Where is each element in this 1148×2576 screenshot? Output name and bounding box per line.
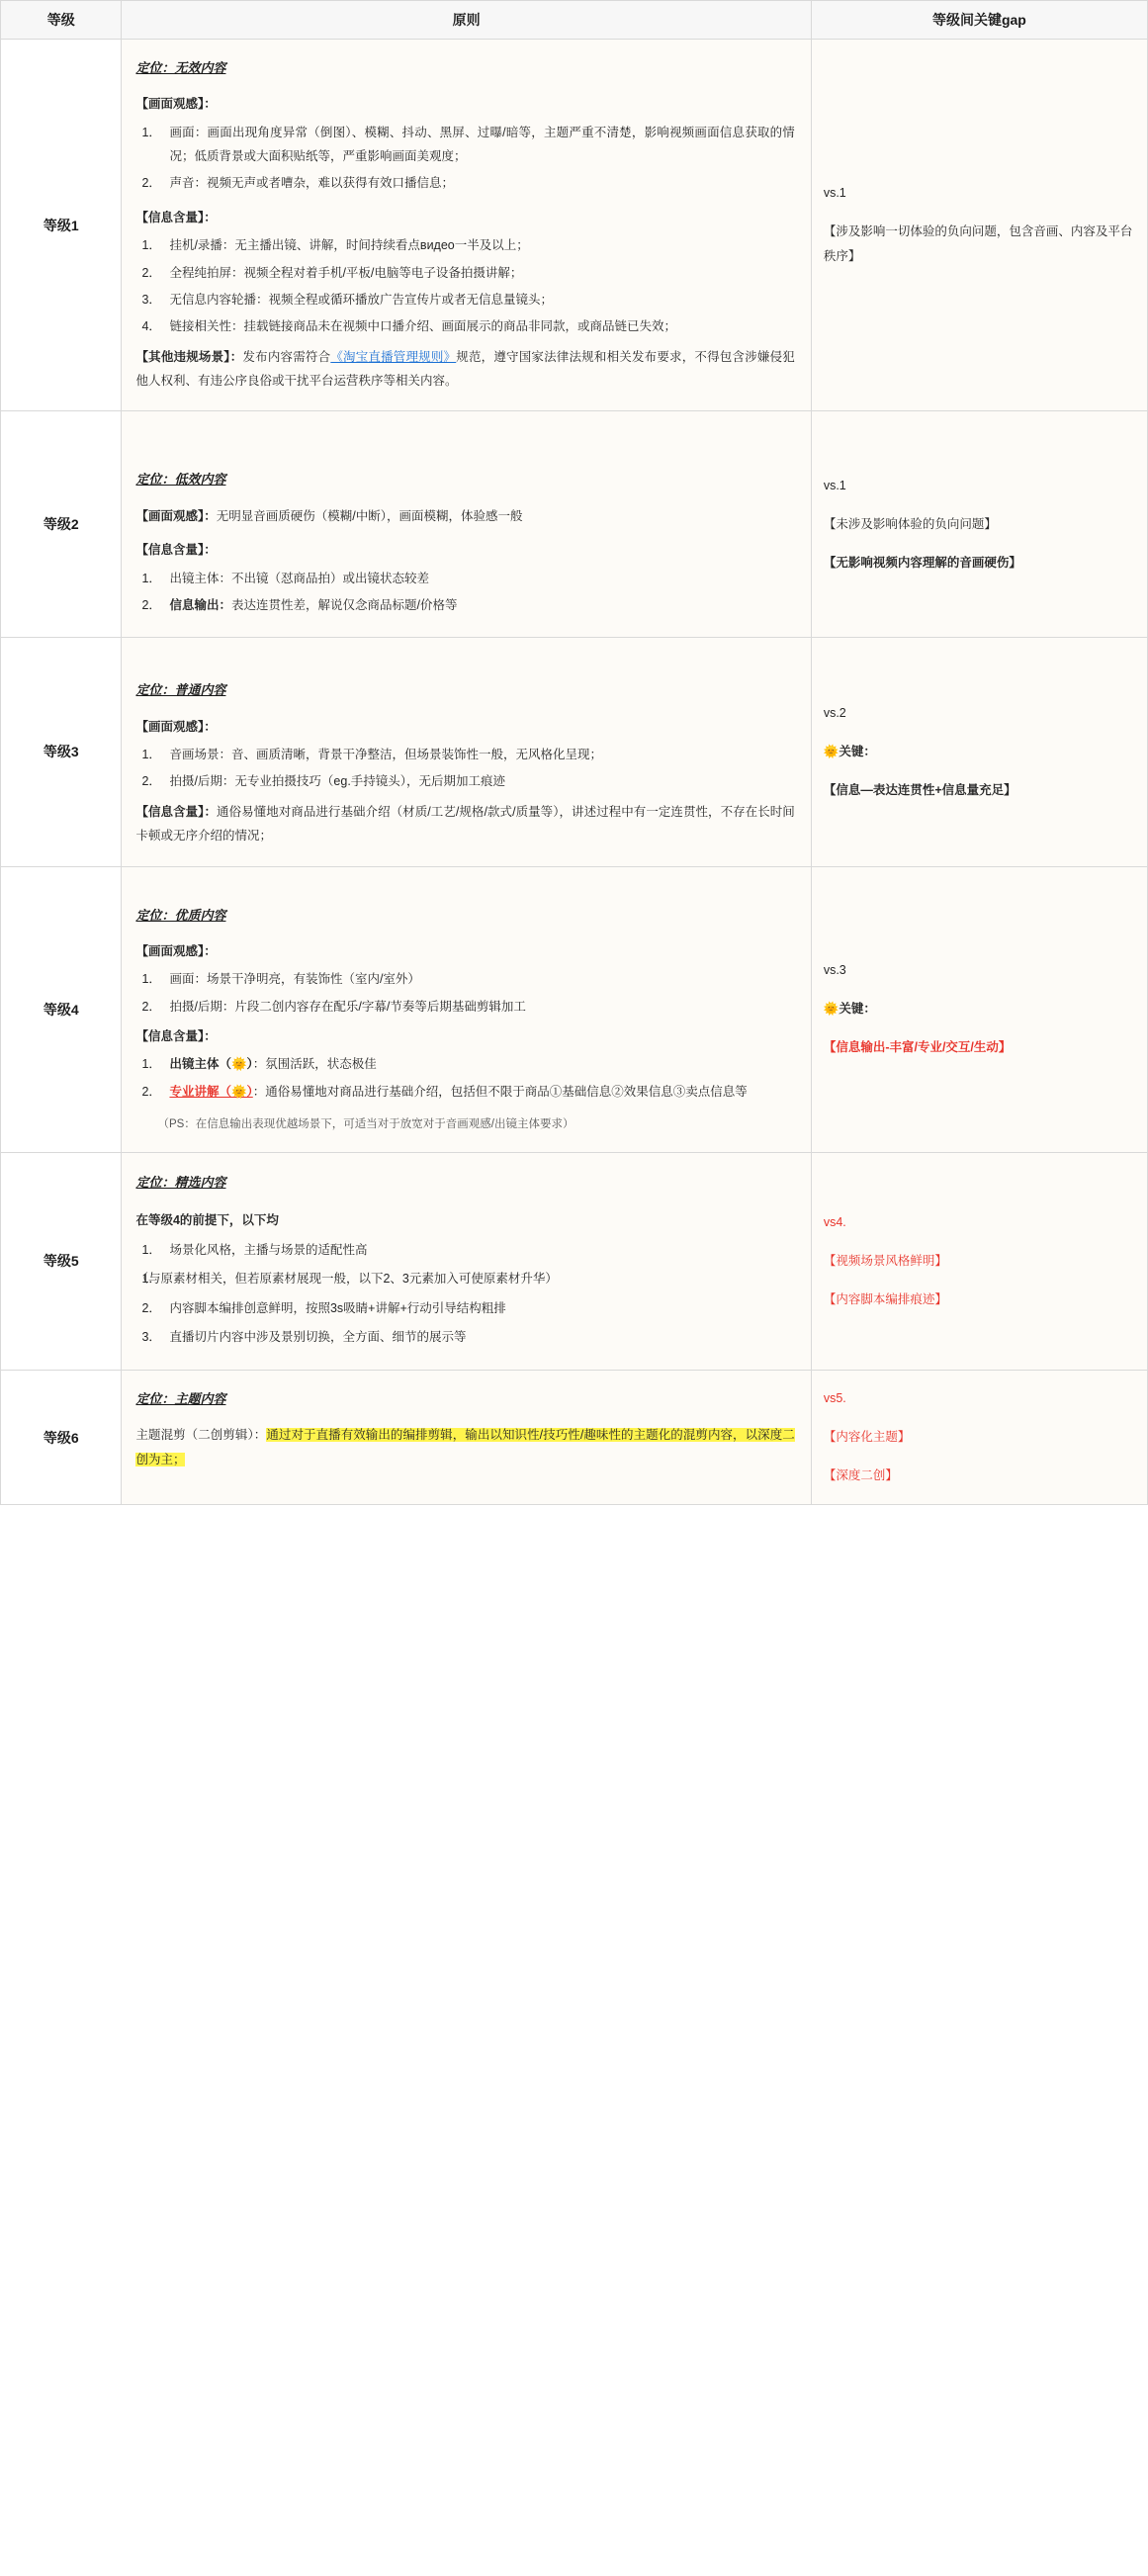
subject-text: ：氛围活跃，状态极佳 bbox=[252, 1057, 377, 1072]
gap-line: 【信息—表达连贯性+信息量充足】 bbox=[823, 782, 1016, 797]
theme-remix-label: 主题混剪（二创剪辑）： bbox=[135, 1428, 267, 1443]
other-violation-text-2: 规范，遵守国家法律法规和相关发布要求，不得包含涉嫌侵犯他人权利、有违公序良俗或干扰平台运营秩序等相关内容。 bbox=[135, 349, 795, 389]
info-para-3 bbox=[135, 800, 794, 848]
visual-text-2: 无明显音画质硬伤（模糊/中断），画面模糊，体验感一般 bbox=[216, 508, 523, 523]
section-visual-4: 【画面观感】： bbox=[135, 943, 217, 958]
gap-line: 【内容脚本编排痕迹】 bbox=[823, 1291, 947, 1306]
section-visual-2: 【画面观感】： bbox=[135, 508, 217, 523]
gap-line: 【内容化主题】 bbox=[823, 1430, 911, 1445]
positioning-3: 定位：普通内容 bbox=[135, 682, 226, 698]
list-item bbox=[135, 1052, 794, 1076]
positioning-1: 定位：无效内容 bbox=[135, 60, 226, 75]
list-item: 声音：视频无声或者嘈杂，难以获得有效口播信息； bbox=[169, 176, 454, 191]
list-item: 画面：场景干净明亮，有装饰性（室内/室外） bbox=[169, 972, 420, 987]
gap-key-label: 🌞关键： bbox=[823, 744, 876, 758]
table-row bbox=[1, 1152, 1148, 1371]
table-row bbox=[1, 1371, 1148, 1505]
section-info-4: 【信息含量】： bbox=[135, 1029, 217, 1043]
other-violation-label: 【其他违规场景】： bbox=[135, 349, 243, 364]
list-item: 全程纯拍屏：视频全程对着手机/平板/电脑等电子设备拍摄讲解； bbox=[169, 265, 523, 280]
gap-line: 【视频场景风格鲜明】 bbox=[823, 1253, 947, 1268]
gap-line: 【深度二创】 bbox=[823, 1468, 898, 1483]
principle-cell-3 bbox=[122, 638, 811, 866]
section-info-2: 【信息含量】： bbox=[135, 543, 217, 558]
taobao-live-rules-link[interactable]: 《淘宝直播管理规则》 bbox=[330, 349, 457, 364]
gap-cell-6 bbox=[811, 1371, 1147, 1505]
positioning-6: 定位：主题内容 bbox=[135, 1391, 226, 1407]
list-item: 拍摄/后期：片段二创内容存在配乐/字幕/节奏等后期基础剪辑加工 bbox=[169, 999, 526, 1014]
principle-cell-1 bbox=[122, 40, 811, 411]
gap-cell-3 bbox=[811, 638, 1147, 866]
header-principle: 原则 bbox=[122, 1, 811, 40]
gap-cell-2 bbox=[811, 411, 1147, 638]
list-item: 拍摄/后期：无专业拍摄技巧（eg.手持镜头），无后期加工痕迹 bbox=[169, 774, 506, 789]
list-item: 链接相关性：挂载链接商品未在视频中口播介绍、画面展示的商品非同款，或商品链已失效； bbox=[169, 319, 676, 334]
level-label-4: 等级4 bbox=[1, 866, 122, 1152]
list-item: 画面：画面出现角度异常（倒图）、模糊、抖动、黑屏、过曝/暗等，主题严重不清楚，影响视频画面信息获取的情况；低质背景或大面积贴纸等，严重影响画面美观度； bbox=[169, 125, 795, 164]
theme-remix-highlight: 通过对于直播有效输出的编排剪辑，输出以知识性/技巧性/趣味性的主题化的混剪内容，以深度二创为主； bbox=[135, 1428, 795, 1466]
table-row bbox=[1, 40, 1148, 411]
level-label-1: 等级1 bbox=[1, 40, 122, 411]
principle-cell-5 bbox=[122, 1152, 811, 1371]
list-item: 挂机/录播：无主播出镜、讲解，时间持续看点видео一半及以上； bbox=[169, 238, 529, 253]
table-body bbox=[1, 40, 1148, 1505]
gap-cell-4 bbox=[811, 866, 1147, 1152]
info-list-2 bbox=[135, 567, 794, 618]
positioning-5: 定位：精选内容 bbox=[135, 1174, 226, 1190]
other-violation-text-1: 发布内容需符合 bbox=[242, 349, 331, 364]
level-label-6: 等级6 bbox=[1, 1371, 122, 1505]
gap-line: 【信息输出-丰富/专业/交互/生动】 bbox=[823, 1040, 1012, 1055]
gap-key-label: 🌞关键： bbox=[823, 1002, 876, 1017]
list-item: 直播切片内容中涉及景别切换，全方面、细节的展示等 bbox=[169, 1329, 467, 1344]
list-item: 无信息内容轮播：视频全程或循环播放广告宣传片或者无信息量镜头； bbox=[169, 292, 553, 307]
section-info-3: 【信息含量】： bbox=[135, 804, 218, 819]
level-label-3: 等级3 bbox=[1, 638, 122, 866]
mid-note-5: （与原素材相关，但若原素材展现一般，以下2、3元素加入可使原素材升华） bbox=[135, 1272, 558, 1287]
table-header bbox=[1, 1, 1148, 40]
table-row bbox=[1, 866, 1148, 1152]
principle-cell-4 bbox=[122, 866, 811, 1152]
list-item: 音画场景：音、画质清晰，背景干净整洁，但场景装饰性一般，无风格化呈现； bbox=[169, 748, 602, 762]
info-list-1 bbox=[135, 233, 794, 339]
gap-line: 【涉及影响一切体验的负向问题，包含音画、内容及平台秩序】 bbox=[823, 224, 1133, 264]
professional-explain-text: ：通俗易懂地对商品进行基础介绍，包括但不限于商品①基础信息②效果信息③卖点信息等 bbox=[252, 1084, 748, 1099]
table-row bbox=[1, 638, 1148, 866]
visual-list-4 bbox=[135, 967, 794, 1019]
other-violation-para-1 bbox=[135, 345, 794, 394]
list-item: 信息输出：表达连贯性差，解说仅念商品标题/价格等 bbox=[169, 597, 458, 612]
section-visual-3: 【画面观感】： bbox=[135, 719, 217, 734]
visual-list-3 bbox=[135, 743, 794, 794]
gap-line: vs4. bbox=[823, 1214, 846, 1229]
info-text-3: 通俗易懂地对商品进行基础介绍（材质/工艺/规格/款式/质量等），讲述过程中有一定连贯性，不存在长时间卡顿或无序介绍的情况； bbox=[135, 804, 795, 844]
ps-note-4: （PS：在信息输出表现优越场景下，可适当对于放宽对于音画观感/出镜主体要求） bbox=[157, 1118, 574, 1131]
section-visual-1: 【画面观感】： bbox=[135, 97, 217, 112]
list-item: 场景化风格，主播与场景的适配性高 bbox=[169, 1243, 368, 1258]
section-info-1: 【信息含量】： bbox=[135, 210, 217, 224]
visual-line-2 bbox=[135, 504, 794, 528]
list-item: 内容脚本编排创意鲜明，按照3s吸睛+讲解+行动引导结构粗排 bbox=[169, 1300, 506, 1315]
visual-list-1 bbox=[135, 121, 794, 196]
principle-cell-6 bbox=[122, 1371, 811, 1505]
list-item: 出镜主体：不出镜（怼商品拍）或出镜状态较差 bbox=[169, 571, 429, 585]
principle-cell-2 bbox=[122, 411, 811, 638]
level-label-5: 等级5 bbox=[1, 1152, 122, 1371]
list-item bbox=[135, 1080, 794, 1104]
gap-line: vs5. bbox=[823, 1391, 846, 1406]
gap-line: 【未涉及影响体验的负向问题】 bbox=[823, 516, 997, 531]
info-list-4 bbox=[135, 1052, 794, 1104]
gap-cell-5 bbox=[811, 1152, 1147, 1371]
gap-line: 【无影响视频内容理解的音画硬伤】 bbox=[823, 555, 1021, 570]
gap-line: vs.1 bbox=[823, 478, 846, 492]
header-gap: 等级间关键gap bbox=[811, 1, 1147, 40]
subject-label: 出镜主体（🌞） bbox=[169, 1057, 253, 1072]
positioning-4: 定位：优质内容 bbox=[135, 907, 226, 923]
professional-explain-label: 专业讲解（🌞） bbox=[169, 1084, 253, 1099]
gap-line: vs.2 bbox=[823, 705, 846, 720]
header-row bbox=[1, 1, 1148, 40]
gap-line: vs.3 bbox=[823, 963, 846, 978]
theme-remix-para bbox=[135, 1423, 794, 1471]
table-row bbox=[1, 411, 1148, 638]
level-label-2: 等级2 bbox=[1, 411, 122, 638]
criteria-list-5 bbox=[135, 1237, 794, 1350]
positioning-2: 定位：低效内容 bbox=[135, 472, 226, 488]
header-level: 等级 bbox=[1, 1, 122, 40]
gap-line: vs.1 bbox=[823, 186, 846, 201]
gap-cell-1 bbox=[811, 40, 1147, 411]
premise-5: 在等级4的前提下，以下均 bbox=[135, 1212, 279, 1227]
info-output-label: 信息输出： bbox=[169, 597, 231, 612]
